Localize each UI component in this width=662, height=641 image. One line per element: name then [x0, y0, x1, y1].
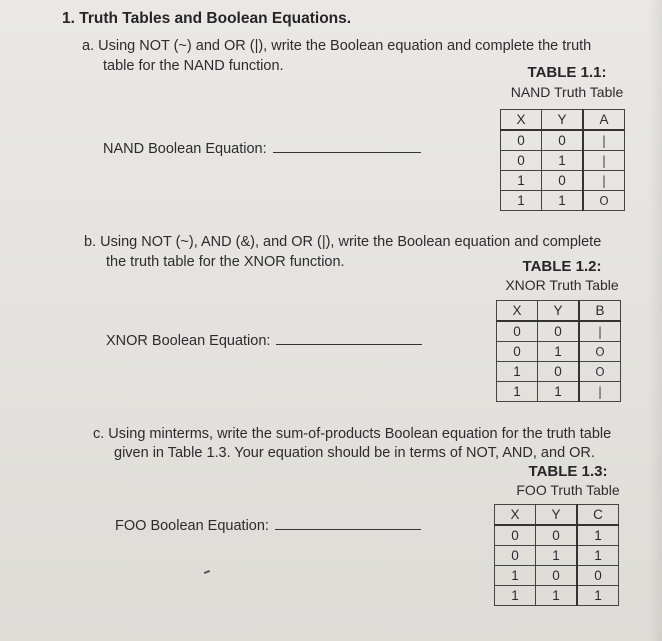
table-cell: 1	[538, 342, 580, 362]
handwritten-answer: |	[583, 130, 625, 151]
table-header: B	[579, 301, 621, 322]
xnor-truth-table	[496, 300, 621, 402]
table-row	[501, 171, 625, 191]
handwritten-answer: O	[579, 342, 621, 362]
table-cell: 0	[497, 342, 538, 362]
handwritten-answer: |	[583, 171, 625, 191]
table-row	[497, 342, 621, 362]
table-cell: 1	[542, 151, 584, 171]
part-c-line-2: given in Table 1.3. Your equation should be in terms of NOT, AND, and OR.	[114, 445, 595, 461]
nand-equation-label: NAND Boolean Equation:	[103, 141, 267, 157]
table-cell: 0	[495, 546, 536, 566]
table-1-3-title: TABLE 1.3:	[528, 463, 608, 480]
page-edge-shadow	[648, 0, 662, 641]
table-row	[495, 566, 619, 586]
table-row	[497, 382, 621, 402]
table-row	[501, 191, 625, 211]
table-row	[495, 546, 619, 566]
part-c-line-1: c. Using minterms, write the sum-of-products Boolean equation for the truth table	[93, 426, 612, 442]
table-cell: 1	[501, 171, 542, 191]
table-header: Y	[536, 505, 578, 526]
table-cell: 1	[536, 586, 578, 606]
section-title: 1. Truth Tables and Boolean Equations.	[62, 10, 352, 27]
table-row	[497, 362, 621, 382]
foo-equation-row	[115, 518, 421, 534]
table-header: X	[501, 110, 542, 131]
table-cell: 0	[495, 525, 536, 546]
foo-truth-table	[494, 504, 619, 606]
xnor-equation-blank[interactable]	[276, 344, 422, 345]
table-header: X	[495, 505, 536, 526]
handwritten-answer: |	[583, 151, 625, 171]
table-cell: 1	[542, 191, 584, 211]
handwritten-answer: O	[583, 191, 625, 211]
table-cell: 1	[577, 525, 619, 546]
table-cell: 0	[536, 566, 578, 586]
table-1-2-title: TABLE 1.2:	[522, 258, 602, 275]
table-row	[495, 586, 619, 606]
table-cell: 1	[495, 586, 536, 606]
nand-equation-blank[interactable]	[273, 152, 421, 153]
table-1-1-subtitle: NAND Truth Table	[510, 84, 624, 100]
part-b-line-2: the truth table for the XNOR function.	[106, 254, 345, 270]
nand-equation-row	[103, 141, 421, 157]
foo-equation-blank[interactable]	[275, 529, 421, 530]
table-1-1-title: TABLE 1.1:	[527, 64, 607, 81]
pencil-mark	[204, 570, 210, 574]
table-cell: 0	[542, 171, 584, 191]
table-cell: 1	[501, 191, 542, 211]
table-cell: 1	[538, 382, 580, 402]
table-cell: 0	[497, 321, 538, 342]
table-header: Y	[542, 110, 584, 131]
xnor-equation-row	[106, 333, 422, 349]
table-header: A	[583, 110, 625, 131]
handwritten-answer: |	[579, 321, 621, 342]
table-row	[501, 130, 625, 151]
foo-equation-label: FOO Boolean Equation:	[115, 518, 269, 534]
table-cell: 0	[536, 525, 578, 546]
table-cell: 1	[497, 382, 538, 402]
table-cell: 1	[497, 362, 538, 382]
handwritten-answer: O	[579, 362, 621, 382]
table-header: Y	[538, 301, 580, 322]
table-1-3-subtitle: FOO Truth Table	[516, 482, 620, 498]
table-cell: 1	[577, 586, 619, 606]
table-header: X	[497, 301, 538, 322]
table-cell: 0	[501, 130, 542, 151]
table-row	[497, 321, 621, 342]
part-b-line-1: b. Using NOT (~), AND (&), and OR (|), write the Boolean equation and complete	[84, 234, 602, 250]
table-cell: 1	[536, 546, 578, 566]
table-row	[495, 525, 619, 546]
part-a-line-1: a. Using NOT (~) and OR (|), write the Boolean equation and complete the truth	[82, 38, 592, 54]
nand-truth-table	[500, 109, 625, 211]
table-header: C	[577, 505, 619, 526]
table-cell: 0	[501, 151, 542, 171]
table-cell: 0	[538, 321, 580, 342]
table-cell: 1	[577, 546, 619, 566]
table-1-2-subtitle: XNOR Truth Table	[505, 277, 619, 293]
handwritten-answer: |	[579, 382, 621, 402]
table-row	[501, 151, 625, 171]
part-a-line-2: table for the NAND function.	[103, 58, 284, 74]
table-cell: 0	[577, 566, 619, 586]
table-cell: 0	[538, 362, 580, 382]
xnor-equation-label: XNOR Boolean Equation:	[106, 333, 271, 349]
table-cell: 1	[495, 566, 536, 586]
table-cell: 0	[542, 130, 584, 151]
